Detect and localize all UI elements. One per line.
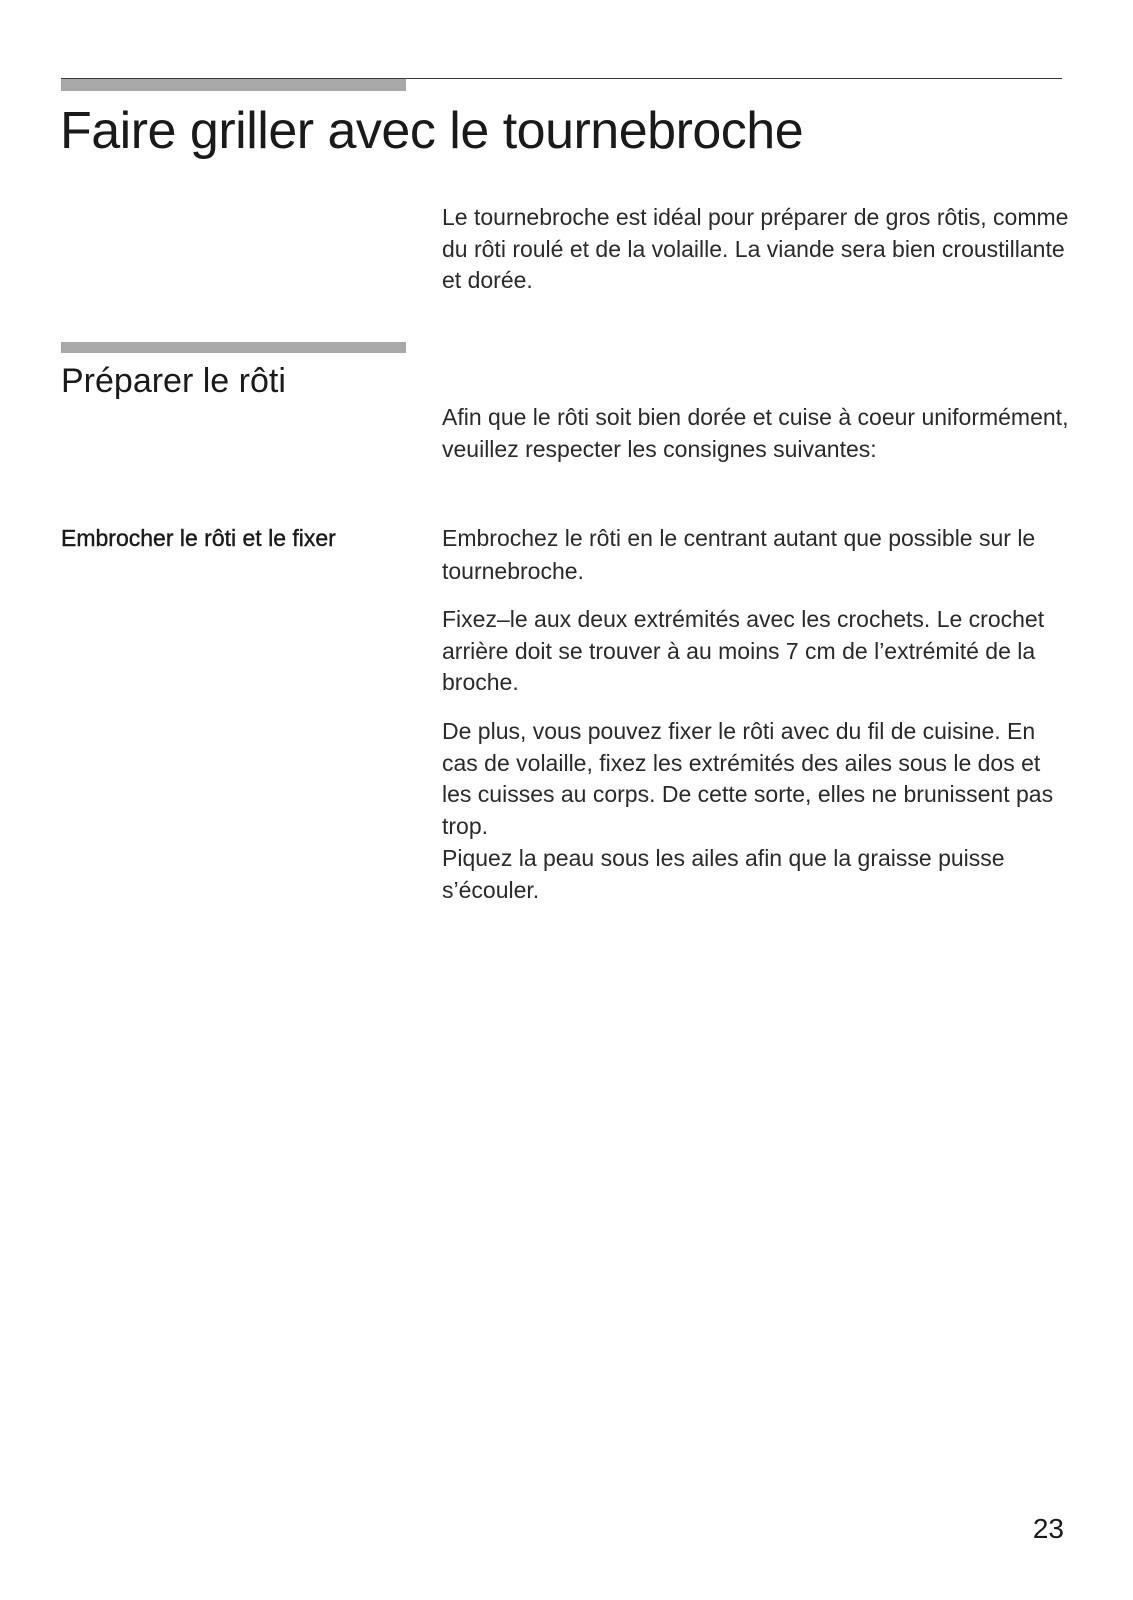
page-number: 23 [1032, 1513, 1064, 1544]
instruction-paragraph: Fixez–le aux deux extrémités avec les crochets. Le crochet arrière doit se trouver à au moins 7 cm de l’extrémité de la broche. [442, 606, 1045, 695]
instruction-paragraph: Embrochez le rôti en le centrant autant que possible sur le tournebroche. [442, 525, 1036, 584]
page-title: Faire griller avec le tournebroche [60, 102, 804, 160]
section-intro-paragraph: Afin que le rôti soit bien dorée et cuise à coeur uniformément, veuillez respecter les consignes suivantes: [442, 404, 1069, 462]
intro-paragraph: Le tournebroche est idéal pour préparer de gros rôtis, comme du rôti roulé et de la volaille. La viande sera bien croustillante et dorée. [442, 204, 1069, 293]
title-accent-bar [61, 79, 406, 91]
instruction-paragraph: Piquez la peau sous les ailes afin que la graisse puisse s’écouler. [442, 845, 1005, 903]
subheading: Embrocher le rôti et le fixer [61, 525, 336, 551]
instruction-paragraph: De plus, vous pouvez fixer le rôti avec du fil de cuisine. En cas de volaille, fixez les extrémités des ailes sous le dos et les cuisses au corps. De cette sorte, elles ne brunissent pas trop. [442, 718, 1054, 839]
section-accent-bar [61, 342, 406, 353]
section-title: Préparer le rôti [61, 362, 286, 400]
